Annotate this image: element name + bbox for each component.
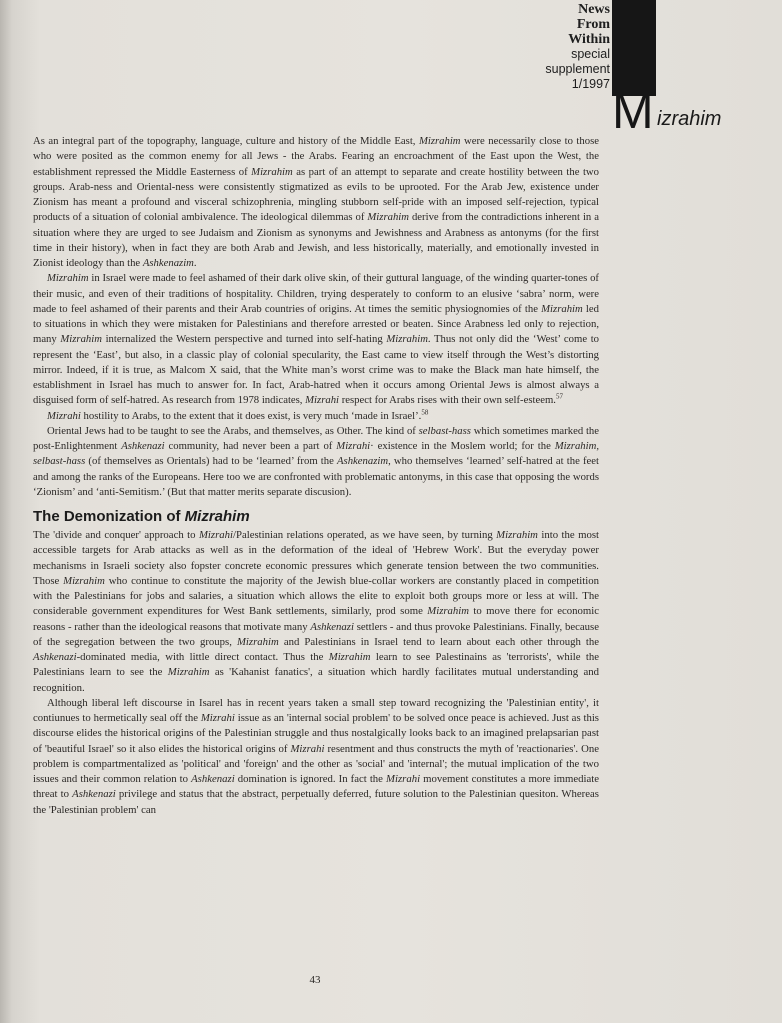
masthead-special: special (571, 47, 610, 61)
paragraph-5: The 'divide and conquer' approach to Mizrahi/Palestinian relations operated, as we have seen, by turning Mizrahim into the most accessible targets for Arab attacks as well as in the deformation of the ideal of 'Hebrew Work'. But the everyday power mechanisms in Israeli society also fopster concrete economic pressures which generate tension between the two communities. Those Mizrahim who continue to constitute the majority of the Jewish blue-collar workers are constantly placed in competition with the Palestinians for jobs and salaries, a situation which allows the elite to exploit both groups more or less at will. The considerable government expenditures for West Bank settlements, similarly, prod some Mizrahim to move there for economic reasons - rather than the ideological reasons that motivate many Ashkenazi settlers - and thus provoke Palestinians. Finally, because of the segregation between the two groups, Mizrahim and Palestinians in Israel tend to learn about each other through the Ashkenazi-dominated media, with little direct contact. Thus the Mizrahim learn to see Palestinains as 'terrorists', while the Palestinians learn to see the Mizrahim as 'Kahanist fanatics', a situation which hardly facilitates mutual understanding and recognition. (33, 529, 600, 694)
article-body (33, 134, 599, 818)
footnote-57: 57 (555, 392, 563, 401)
paragraph-2: Mizrahim in Israel were made to feel ashamed of their dark olive skin, of their guttural language, of the winding quarter-tones of their music, and even of their traditions of hospitality. Children, trying desperately to conform to an elusive ‘sabra’ norm, were made to feel ashamed of their parents and their Arab countries of origins. At times the semitic physiognomies of the Mizrahim led to situations in which they were mistaken for Palestinians and therefore arrested or beaten. Since Arabness led only to rejection, many Mizrahim internalized the Western perspective and turned into self-hating Mizrahim. Thus not only did the ‘West’ come to represent the ‘East’, but also, in a classic play of colonial specularity, the East came to view itself through the West’s distorting mirror. Indeed, if it is true, as Malcom X said, that the White man’s worst crime was to make the Black man hate himself, the establishment in Israel has much to answer for. In fact, Arab-hatred when it occurs among Oriental Jews is almost always a disguised form of self-hatred. As research from 1978 indicates, Mizrahi respect for Arabs rises with their own self-esteem.$^{57}$ (33, 272, 600, 407)
masthead-supplement: supplement (545, 62, 610, 76)
paragraph-3: Mizrahi hostility to Arabs, to the extent that it does exist, is very much ‘made in Israel’.$^{58}$ (47, 407, 429, 422)
masthead-news: News (578, 2, 610, 17)
masthead (545, 2, 610, 92)
footnote-58: 58 (421, 407, 429, 416)
page-number: 43 (309, 974, 321, 986)
black-bar-decoration (612, 0, 656, 96)
paragraph-1: As an integral part of the topography, language, culture and history of the Middle East, Mizrahim were necessarily close to those who were posited as the common enemy for all Jews - the Arabs. Fearing an encroachment of the East upon the West, the establishment repressed the Middle Easterness of Mizrahim as part of an attempt to separate and create hostility between the two groups. Arab-ness and Oriental-ness were consistently stigmatized as evils to be uprooted. For the Arab Jew, existence under Zionism has meant a profound and visceral schizophrenia, mingling stubborn self-pride with an imposed self-rejection, typical products of a situation of colonial ambivalence. The ideological dilemmas of Mizrahim derive from the contradictions inherent in a situation where they are urged to see Judaism and Zionism as synonyms and Jewishness and Arabness as antonyms (for the first time in their history), when in fact they are both Arab and Jewish, and less historically, materially, and emotionally invested in Zionist ideology than the Ashkenazim. (33, 135, 599, 269)
paragraph-6: Although liberal left discourse in Isarel has in recent years taken a small step toward recognizing the 'Palestinian entity', it contiunues to hermetically seal off the Mizrahi issue as an 'internal social problem' to be solved once peace is achieved. Just as this discourse elides the historical origins of the Palestinian struggle and thus nostalgically looks back to an imagined prelapsarian past of 'beautiful Israel' so it also elides the historical origins of Mizrahi resentment and thus constructs the myth of 'reactionaries'. One problem is compartmentalized as 'political' and 'foreign' and the other as 'social' and 'internal'; the mutual implication of the two issues and their common relation to Ashkenazi domination is ignored. In fact the Mizrahi movement constitutes a more immediate threat to Ashkenazi privilege and status that the abstract, perpetually deferred, future solution to the Palestinian quesiton. Whereas the 'Palestinian problem' can (33, 696, 599, 816)
title-initial: M (612, 83, 654, 139)
section-heading: The Demonization of Mizrahim (33, 508, 250, 525)
masthead-within: Within (568, 32, 610, 47)
title-rest: izrahim (657, 108, 722, 130)
masthead-issue: 1/1997 (571, 77, 610, 91)
paragraph-4: Oriental Jews had to be taught to see the Arabs, and themselves, as Other. The kind of selbast-hass which sometimes marked the post-Enlightenment Ashkenazi community, had never been a part of Mizrahi· existence in the Moslem world; for the Mizrahim, selbast-hass (of themselves as Orientals) had to be ‘learned’ from the Ashkenazim, who themselves ‘learned’ self-hatred at the feet and among the ranks of the Europeans. Here too we are confronted with problematic antonyms, in this case that opposing the words ‘Zionism’ and ‘anti-Semitism.’ (But that matter merits separate discusion). (33, 424, 600, 498)
masthead-from: From (576, 17, 610, 32)
